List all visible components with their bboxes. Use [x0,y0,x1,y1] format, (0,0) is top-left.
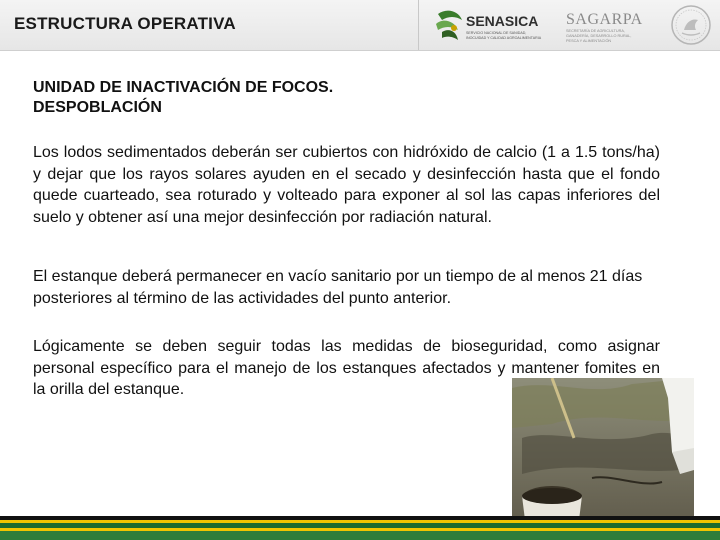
sagarpa-line3: PESCA Y ALIMENTACIÓN [566,39,612,43]
subtitle-line-1: UNIDAD DE INACTIVACIÓN DE FOCOS. [33,79,334,96]
slide-title: ESTRUCTURA OPERATIVA [14,14,236,33]
paragraph-2: El estanque deberá permanecer en vacío sanitario por un tiempo de al menos 21 días posteriores al término de las actividades del punto anterior. [33,268,643,307]
paragraph-3: Lógicamente se deben seguir todas las medidas de bioseguridad, como asignar personal específico para el manejo de los estanques afectados y mantener fomites en la orilla del estanque. [33,338,660,398]
sagarpa-logo [560,6,660,46]
header-divider [418,0,419,50]
senasica-line2: INOCUIDAD Y CALIDAD AGROALIMENTARIA [466,36,542,40]
header-bar [0,0,720,51]
senasica-name: SENASICA [466,13,539,29]
sagarpa-line2: GANADERÍA, DESARROLLO RURAL, [566,34,632,38]
pond-treatment-photo [512,378,694,530]
sagarpa-name: SAGARPA [566,11,643,28]
subtitle-line-2: DESPOBLACIÓN [33,99,162,116]
section-subtitle [33,78,673,118]
paragraph-1: Los lodos sedimentados deberán ser cubiertos con hidróxido de calcio (1 a 1.5 tons/ha) y dejar que los rayos solares ayuden en el secado y desinfección hasta que el fondo quede cuarteado, sea roturado y volteado para exponer al sol las capas inferiores del suelo y obtener así una mejor desinfección por radiación natural. [33,144,660,226]
mexico-seal-icon [670,4,712,46]
senasica-line1: SERVICIO NACIONAL DE SANIDAD, [466,31,527,35]
footer-stripes [0,516,720,540]
senasica-emblem-icon [436,11,462,40]
sagarpa-line1: SECRETARÍA DE AGRICULTURA, [566,29,625,33]
senasica-logo [432,6,552,46]
